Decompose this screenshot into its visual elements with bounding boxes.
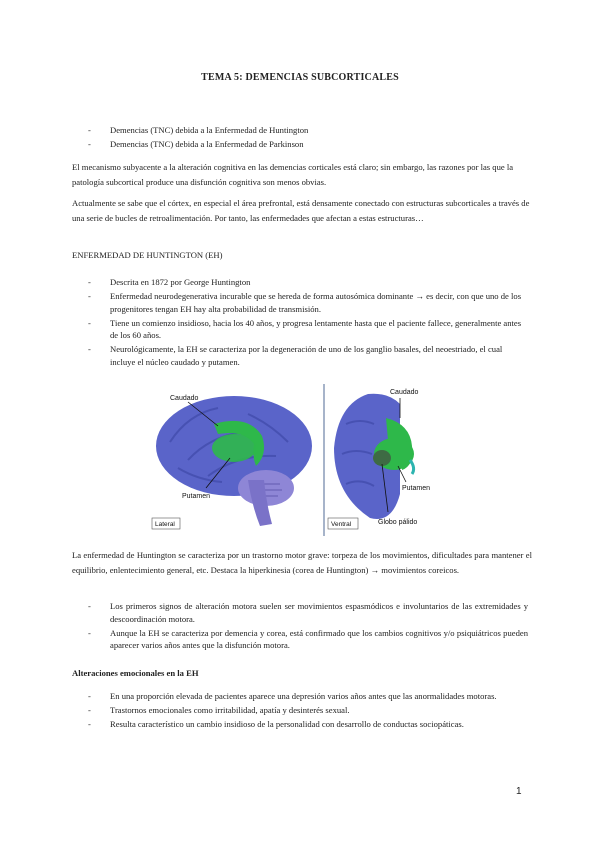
label-ventral: Ventral — [331, 521, 352, 528]
label-putamen-left: Putamen — [182, 493, 211, 500]
paragraph-cortex: Actualmente se sabe que el córtex, en especial el área prefrontal, está densamente conectado con estructuras subcorticales a través de una serie de bucles de retroalimentación. Por tanto, las enfermedades que afectan a estas estructuras… — [72, 198, 530, 223]
label-globo-palido: Globo pálido — [378, 519, 418, 526]
motor-list — [88, 600, 528, 653]
list-item: - Trastornos emocionales como irritabilidad, apatía y desinterés sexual. — [88, 704, 528, 717]
document-title: TEMA 5: DEMENCIAS SUBCORTICALES — [201, 72, 399, 83]
paragraph-motor-disorder: La enfermedad de Huntington se caracteriza por un trastorno motor grave: torpeza de los movimientos, dificultades para mantener el equilibrio, enlentecimiento general, etc. Destaca la hiperkinesia (corea de Huntington) → movimientos coreicos. — [72, 550, 532, 575]
list-item: - Aunque la EH se caracteriza por demencia y corea, está confirmado que los cambios cognitivos y/o psiquiátricos pueden aparecer varios años antes que la disfunción motora. — [88, 627, 528, 652]
list-item: - Resulta característico un cambio insidioso de la personalidad con desarrollo de conductas sociopáticas. — [88, 718, 528, 731]
huntington-list — [88, 276, 528, 370]
paragraph-mechanism: El mecanismo subyacente a la alteración cognitiva en las demencias corticales está claro; sin embargo, las razones por las que la patología subcortical produce una disfunción cognitiva son menos obvias. — [72, 162, 514, 187]
label-lateral: Lateral — [155, 521, 175, 528]
list-item: - Tiene un comienzo insidioso, hacia los 40 años, y progresa lentamente hasta que el paciente fallece, generalmente antes de los 60 años. — [88, 317, 528, 342]
list-item: - Neurológicamente, la EH se caracteriza por la degeneración de uno de los ganglio basales, del neoestriado, el cual incluye el núcleo caudado y putamen. — [88, 343, 528, 368]
list-item: - Demencias (TNC) debida a la Enfermedad de Parkinson — [88, 138, 528, 151]
brain-illustration — [148, 384, 450, 536]
label-caudado-right: Caudado — [390, 389, 419, 396]
list-item: - Descrita en 1872 por George Huntington — [88, 276, 528, 289]
brain-figure — [148, 384, 450, 536]
globus-pallidus-shape — [373, 450, 391, 466]
label-caudado-left: Caudado — [170, 395, 199, 402]
intro-list — [88, 124, 528, 152]
section-heading-emotional: Alteraciones emocionales en la EH — [72, 668, 199, 678]
list-item: - Los primeros signos de alteración motora suelen ser movimientos espasmódicos e involuntarios de las extremidades y descoordinación motora. — [88, 600, 528, 625]
putamen-left-shape — [212, 434, 256, 462]
label-putamen-right: Putamen — [402, 485, 431, 492]
section-heading-huntington: ENFERMEDAD DE HUNTINGTON (EH) — [72, 250, 223, 260]
page-number: 1 — [516, 786, 522, 797]
list-item: - En una proporción elevada de pacientes aparece una depresión varios años antes que las anormalidades motoras. — [88, 690, 528, 703]
list-item: - Demencias (TNC) debida a la Enfermedad de Huntington — [88, 124, 528, 137]
emotional-list — [88, 690, 528, 732]
list-item: - Enfermedad neurodegenerativa incurable que se hereda de forma autosómica dominante → es decir, con que uno de los progenitores tengan EH hay alta probabilidad de transmisión. — [88, 290, 528, 315]
